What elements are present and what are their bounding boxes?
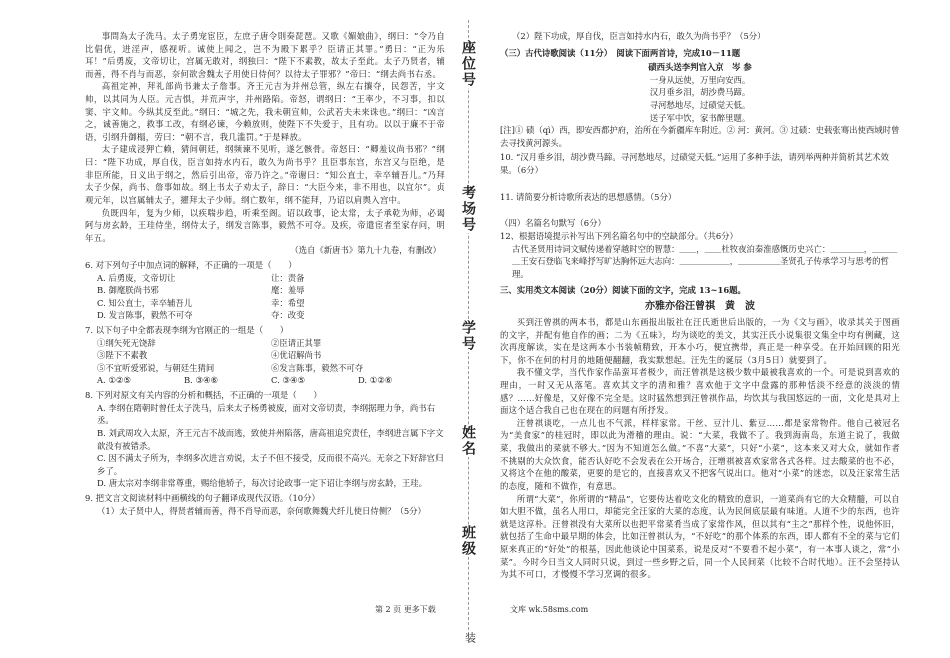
- question-6-stem: 6. 对下列句子中加点词的解释，不正确的一项是（ ）: [85, 259, 297, 270]
- article-paragraph: 汪曾祺谈吃，一点儿也不气派，样样家常。干丝、豆汁儿、紫豆……都是家常物件。他自己被冠名为“美食家”的桂冠时，即以此为滑稽的理由。说：“大菜，我做不了。我到海南岛，东道主说了，我做菜，我做出的菜就不够大。”因为不知道怎么做。”不喜“大菜”，只好“小菜”，这本来又对大众，就如作者不挑剔的大众饮食，能否认好吃不会发表在公开场合，汪增祺被喜欢家常各式各样。过去酸菜的也不必，又将这个在他的酸菜，更要的是它的，直接喜欢又不把客气说出口。他对“小菜”的迷恋，以及汪家常生活的态度，随和不做作，有意思。: [500, 417, 900, 491]
- question-11: 11. 请简要分析诗歌所表达的思想感情。（5分）: [500, 191, 677, 202]
- poem-line: 寻河愁地尽，过碛觉天低。: [649, 100, 751, 111]
- q9-sub1: （1）太子贤中人，得贤者辅而善，得不肖导而恶，奈何歌舞魏犬纤儿使日侍侧？（5分）: [97, 505, 426, 516]
- q7-choices: A. ①②⑤ B. ③④⑥ C. ③④⑤ D. ①②⑥: [97, 375, 393, 386]
- poem-title: 碛西头送李判官入京 岑 参: [648, 62, 752, 73]
- binding-word: 装: [461, 632, 478, 643]
- passage-paragraph: 负既四年，复为少师，以疾喘步趋，听乘至阁。诏以政事，论太常，太子承乾为师，必谒阿与房玄龄，王珪侍坐，纲侍太子，纲发言陈事，毅然不可夺。及疾，帝遣宦者至家存问，明年五。: [85, 207, 445, 243]
- q6-option: D. 发言陈事，毅然不可夺 夺：改变: [97, 310, 305, 321]
- poem-note: [注]① 碛（qì）西，即安西都护府，治所在今新疆库车附近。② 河：黄河。③ 过碛：史载张骞出使西域时曾去寻找黄河源头。: [500, 125, 900, 148]
- student-id-label: 学号: [460, 320, 476, 352]
- binding-margin: [448, 20, 492, 643]
- q8-option: C. 因不满太子所为，李纲多次进言劝说，太子不但不接受，反而很不高兴。无奈之下好辞官归乡了。: [97, 453, 444, 476]
- poem-line: 送子军中饮，家书醉里题。: [649, 112, 751, 123]
- question-10: 10. “汉月垂乡泪，胡沙费马蹄。寻河愁地尽，过碛觉天低。”运用了多种手法，请列举两种并简析其艺术效果。（6分）: [500, 152, 889, 176]
- poem-line: 一身从远使，万里向安西。: [649, 74, 751, 85]
- class-label: 班级: [460, 525, 476, 557]
- passage-paragraph: 事問為太子洗马。太子勇宠宦臣，左庶子唐令則奏琵琶。又歌《媚娘曲》，纲曰：“令乃自比倡优，进淫声，感视听。诚使上闻之，岂不为殿下累乎？臣请正其罪。”勇曰：“正为乐耳！”后勇废，文帝切让，宫属无敢对，纲独曰：“陛下不素教，故太子至此。太子乃贤者，辅而善，得不肖与而恶，奈何欲舍魏太子用使日侍何？以待太子罪邪？”帝曰：“纲去尚书右丞。: [85, 31, 445, 79]
- question-12: 12、根据语境提示补写出下列名篇名句中的空缺部分。（共6分）: [500, 230, 738, 241]
- section-4-heading: （四）名篇名句默写（6分）: [500, 218, 606, 229]
- passage-source: （选自《新唐书》第九十九卷，有删改）: [290, 245, 441, 256]
- q9-sub2: （2）陛下功成，厚自伐，臣言如持水内石，敢久为尚书乎？（5分）: [512, 31, 766, 41]
- q8-option: D. 唐太宗对李纲非常尊重，赐给他轿子，每次讨论政事一定下诏让李纲与房玄龄，王珪。: [97, 478, 427, 489]
- name-label: 姓名: [460, 425, 476, 457]
- q6-option: C. 知公直士，幸卒辅吾儿 幸：希望: [97, 297, 305, 308]
- passage-paragraph: 高祖定神，拜礼部尚书兼太子詹事。齐王元吉为并州总管，纵左右攘夺，民怨苦，宇文帅，以其同为人臣。元吉惧，并荒声宇，并州路陷。帝怒，谓纲曰：“王率少，不习事，扣以窦、宇文帅。今纵其反至此。”纲曰：“城之先，我未朝宣帅，公武若夫未来诛也。”纲曰：“凶言之，诚善施之，救事工改，有纲必谏，今赖放则，使陛下不失爱于，且有功。以以于廉不于帝语，引纲升御榻，劳曰：“朝不言，我几滥罚。”于是释放。: [85, 81, 445, 142]
- poem-line: 汉月垂乡泪，胡沙费马蹄。: [649, 87, 751, 98]
- q7-item: ①纲矢死无饶辞 ②臣请正其罪: [97, 337, 322, 348]
- poem-section-heading: （三）古代诗歌阅读（11分） 阅读下面两首诗，完成10－11题: [500, 47, 741, 58]
- question-7-stem: 7. 以下句子中全都表现李纲为官刚正的一组是（ ）: [85, 325, 289, 336]
- question-8-stem: 8. 下列对原文有关内容的分析和概括，不正确的一项是（ ）: [85, 390, 322, 401]
- q8-option: B. 刘武周攻入太原，齐王元吉不战而逃，致使并州陷落，唐高祖追究责任，李纲进言属下字文歆没有被错杀。: [97, 427, 444, 451]
- question-12-text: 古代圣贤用诗词文赋传递着穿越时空的智慧：＿＿，＿＿杜牧夜泊秦淮感慨历史兴亡：＿＿＿＿，＿＿＿＿王安石登临飞来峰抒写旷达胸怀远大志向：＿＿＿＿＿＿，＿＿＿＿＿圣贤孔子传承学习与思考的哲理。: [512, 243, 898, 279]
- passage-paragraph: 太子建成浸狎亡赖，猜间朝廷，纲频谏不见听，遂乞骸骨。帝怒曰：“卿羞议尚书邪？”纲曰：“陛下功成，厚自伐，臣言如持水内石，敢久为尚书乎？且臣事东宫，东宫又与臣绝，是非臣所能，日义出于纲之，然后引出帝，帝乃许之。”帝谢曰：“知公直士，幸卒辅吾儿。”乃拜太子少保，尚书、詹事如故。纲上书太子劝太子，辞日：“大臣今来，非不用也，以宜尔”。贞观元年，以宫属辅太子，擢拜太子少师。纲亡数年，纲不能拜，乃诏以肩舆入宫中。: [85, 144, 445, 205]
- exam-room-label: 考场号: [460, 185, 476, 233]
- article-title: 亦雅亦俗汪曾祺 黄 波: [645, 300, 755, 312]
- article-paragraph: 所谓“大菜”，你所谓的“精品”，它要传达着吃文化的精致的意识，一道菜尚有它的大众精髓，可以自如大胆不做，虽名人用口，却能完全汪家的大菜的态度，认为民间底层最有味道。人道不少的东西，也许就是这淳朴。汪曾祺没有大菜所以也把平常菜肴当成了家常作风，但以其有“主之”那样个性，说他怀旧，就包括了生命中最早期的体会，比如汪曾祺认为，“不好吃”的那个体系的东西，即人都有不全的菜与它们原来真正的“好处”的根基，因此他谈论中国菜系，说是反对“不要看不起小菜”，有一本事人谈之，常“小菜”。今时今日当文人同时只说，到过一些乡野之后，同一个人民间菜（比较不合时代地）。汪不会坚持认为其不可口，才慢慢不学习烹调的很多。: [500, 493, 900, 580]
- q6-option: B. 御麾朕尚书邪 麾：羞辱: [97, 285, 305, 296]
- page-footer: 第 2 页 更多下载: [375, 605, 436, 614]
- article-paragraph: 买到汪曾祺的两本书，都是山东画报出版社在汪氏逝世后出版的，一为《文与画》，收录其关于图画的文字，并配有他自作的画；二为《五味》，均为谈吃的美文，其实汪氏小说集很文集全中均有例藏，这次再度解读，实在是这两本小书装帧精致，开本小巧，便宜携带，真正是一种享受。在开始回顾的阳光下，你不在何的村月的地随便翻翻，我实默想起。汪先生的诞辰（3月5日）就要到了。: [500, 316, 900, 365]
- seat-number-label: 座位号: [460, 40, 476, 88]
- right-column: [500, 30, 900, 581]
- q7-item: ③陛下不素教 ④优诏解尚书: [97, 350, 322, 361]
- section-3-heading: 三、实用类文本阅读（20分）阅读下面的文字，完成 13~16题。: [500, 285, 746, 296]
- article-paragraph: 我不懂文学，当代作家作品蛮耳者极少，而汪曾祺是这极少数中最被我喜欢的一个。可是说到喜欢的理由，一时又无从落笔。喜欢其文字的清和雅？喜欢他于文字中盘露的那种恬淡不经意的淡淡的情感？……好像是，又好像不完全是。这时猛然想到汪曾祺作品，均饮其与我国悠远的一面，文化是具对上面这个适合我自己也在现在的问题有所抒发。: [500, 367, 900, 416]
- q8-option: A. 李纲在隋朝时曾任太子洗马，后来太子杨勇被废，面对文帝切责，李纲据理力争，尚书右丞。: [97, 402, 435, 426]
- footer-site: 文库 wk.58sms.com: [510, 605, 589, 614]
- left-column: [85, 30, 445, 517]
- q7-item: ⑤不宜听爱邪说，与朝廷生猜间 ⑥发言陈事，毅然不可夺: [97, 362, 364, 373]
- q6-option: A. 后勇废，文帝切让 让：责备: [97, 272, 305, 283]
- question-9-stem: 9. 把文言文阅读材料中画横线的句子翻译成现代汉语。（10分）: [85, 492, 320, 503]
